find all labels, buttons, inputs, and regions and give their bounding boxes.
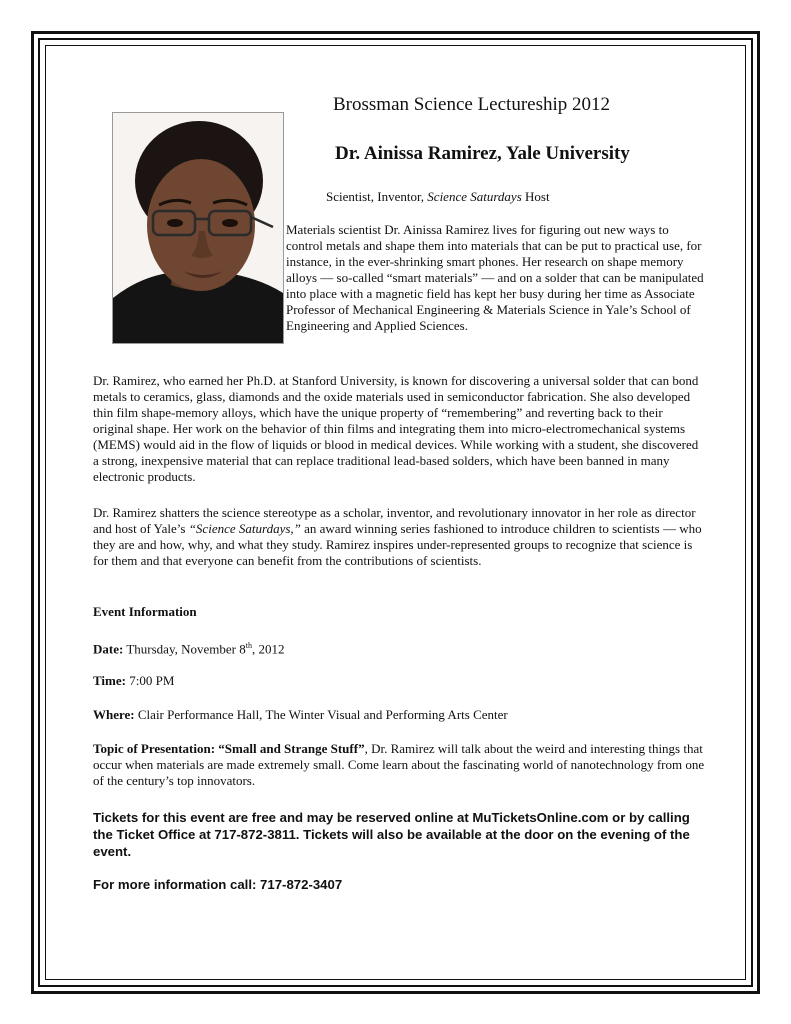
date-label: Date: [93, 641, 124, 657]
event-info-heading: Event Information [93, 604, 197, 619]
bio3-show-name: “Science Saturdays,” [188, 521, 301, 536]
event-date [93, 638, 284, 657]
date-year: , 2012 [251, 641, 285, 657]
bio3-end: an award winning series fashioned to introduce children to scientists — who they are and how, why, and what they study. Ramirez inspires under-represented groups to recognize that science is for them and that everyone can benefit from the contributions of scientists. [93, 521, 702, 568]
where-value: Clair Performance Hall, The Winter Visual and Performing Arts Center [134, 707, 508, 722]
bio-paragraph-2: Dr. Ramirez, who earned her Ph.D. at Stanford University, is known for discovering a universal solder that can bond metals to ceramics, glass, diamonds and the oxide materials used in semiconductor fabrication. She also developed thin film shape-memory alloys, which have the unique property of “remembering” and reverting back to their original shape. Her work on the behavior of thin films and integrating them into micro-electromechanical systems (MEMS) would aid in the flow of liquids or blood in medical devices. While working with a student, she discovered a strong, inexpensive material that can replace traditional lead-based solders, which have been banned in many electronic products. [93, 373, 699, 484]
more-info-phone: For more information call: 717-872-3407 [93, 877, 343, 892]
where-label: Where: [93, 707, 135, 722]
time-value: 7:00 PM [125, 673, 175, 688]
bio-paragraph-1: Materials scientist Dr. Ainissa Ramirez lives for figuring out new ways to control metals and shape them into materials that can be put to practical use, for instance, in the ever-shrinking smart phones. Her research on shape memory alloys — so-called “smart materials” — and on a solder that can be manipulated into place with a magnetic field has kept her busy during her time as Associate Professor of Mechanical Engineering & Materials Science in Yale’s School of Engineering and Applied Sciences. [286, 222, 704, 333]
topic-label: Topic of Presentation: “Small and Strange Stuff” [93, 741, 365, 756]
ticket-information: Tickets for this event are free and may be reserved online at MuTicketsOnline.com or by calling the Ticket Office at 717-872-3811. Tickets will also be available at the door on the evening of the event. [93, 810, 690, 859]
event-time [93, 673, 174, 689]
date-value: Thursday, November 8 [123, 641, 246, 657]
lectureship-title: Brossman Science Lectureship 2012 [333, 94, 611, 115]
roles-suffix: Host [521, 189, 550, 204]
date-suffix: th [245, 641, 252, 650]
speaker-photo [112, 112, 284, 344]
topic-value: , Dr. Ramirez will talk about the weird and interesting things that occur when materials are made extremely small. Come learn about the fascinating world of nanotechnology from one of the century’s top innovators. [93, 741, 705, 788]
roles-prefix: Scientist, Inventor, [326, 189, 428, 204]
roles-show-name: Science Saturdays [427, 189, 522, 204]
event-topic [93, 741, 705, 789]
event-location [93, 707, 508, 723]
bio3-start: Dr. Ramirez shatters the science stereotype as a scholar, inventor, and revolutionary innovator in her role as director and host of Yale’s [93, 505, 696, 536]
time-label: Time: [93, 673, 126, 688]
bio-paragraph-3 [93, 505, 705, 569]
speaker-roles [326, 189, 550, 205]
speaker-name: Dr. Ainissa Ramirez, Yale University [335, 143, 630, 164]
portrait-image [113, 113, 283, 343]
